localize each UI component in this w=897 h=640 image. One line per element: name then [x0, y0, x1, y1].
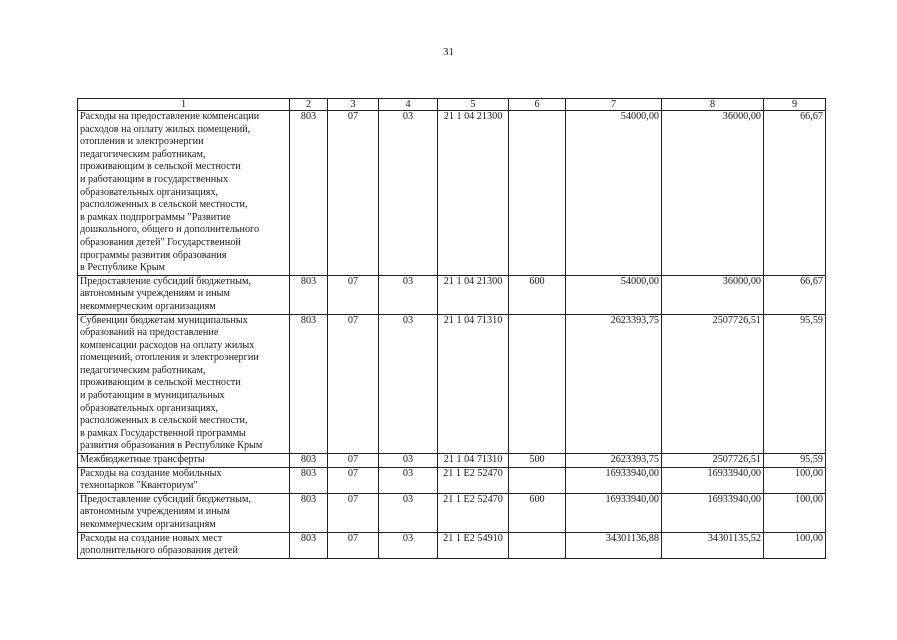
- table-row: [78, 111, 826, 276]
- row-name-line: Субвенции бюджетам муниципальных: [80, 314, 248, 326]
- execution-percent: 100,00: [764, 493, 826, 532]
- row-name-cell: [78, 493, 290, 532]
- col-header-3: 3: [328, 99, 379, 111]
- plan-amount: 2623393,75: [566, 314, 662, 454]
- row-name-line: образований на предоставление: [80, 327, 219, 339]
- row-name-line: дополнительного образования детей: [80, 545, 238, 557]
- section-code: 07: [328, 532, 379, 558]
- row-name-line: дошкольного, общего и дополнительного: [80, 224, 260, 236]
- ministry-code: 803: [290, 493, 328, 532]
- row-name-line: отопления и электроэнергии: [80, 136, 204, 148]
- row-name-line: помещений, отопления и электроэнергии: [80, 352, 259, 364]
- row-name-line: Предоставление субсидий бюджетным,: [80, 275, 252, 287]
- row-name-line: и работающим в государственных: [80, 173, 229, 185]
- subsection-code: 03: [379, 493, 438, 532]
- ministry-code: 803: [290, 275, 328, 314]
- row-name-line: расположенных в сельской местности,: [80, 199, 248, 211]
- page-number: 31: [443, 46, 454, 58]
- header-row: [78, 99, 826, 111]
- row-name-line: педагогическим работникам,: [80, 148, 206, 160]
- row-name-line: Предоставление субсидий бюджетным,: [80, 493, 252, 505]
- row-name-line: проживающим в сельской местности: [80, 377, 241, 389]
- row-name-line: Межбюджетные трансферты: [80, 454, 205, 466]
- expense-type-code: 500: [509, 454, 566, 468]
- subsection-code: 03: [379, 111, 438, 276]
- target-article-code: 21 1 04 21300: [438, 275, 509, 314]
- row-name-line: образовательных организациях,: [80, 402, 219, 414]
- execution-percent: 66,67: [764, 275, 826, 314]
- row-name-line: автономным учреждениям и иным: [80, 506, 230, 518]
- actual-amount: 36000,00: [662, 275, 764, 314]
- col-header-9: 9: [764, 99, 826, 111]
- execution-percent: 95,59: [764, 454, 826, 468]
- expense-type-code: 600: [509, 493, 566, 532]
- row-name-line: программы развития образования: [80, 249, 227, 261]
- row-name-line: образования детей" Государственной: [80, 236, 241, 248]
- ministry-code: 803: [290, 467, 328, 493]
- target-article-code: 21 1 E2 52470: [438, 493, 509, 532]
- row-name-line: расходов на оплату жилых помещений,: [80, 123, 251, 135]
- col-header-4: 4: [379, 99, 438, 111]
- expense-type-code: 600: [509, 275, 566, 314]
- actual-amount: 34301135,52: [662, 532, 764, 558]
- execution-percent: 95,59: [764, 314, 826, 454]
- actual-amount: 2507726,51: [662, 314, 764, 454]
- table-row: [78, 454, 826, 468]
- execution-percent: 100,00: [764, 532, 826, 558]
- row-name-line: в рамках подпрограммы "Развитие: [80, 211, 231, 223]
- ministry-code: 803: [290, 111, 328, 276]
- execution-percent: 100,00: [764, 467, 826, 493]
- ministry-code: 803: [290, 314, 328, 454]
- plan-amount: 2623393,75: [566, 454, 662, 468]
- table-row: [78, 275, 826, 314]
- subsection-code: 03: [379, 275, 438, 314]
- plan-amount: 34301136,88: [566, 532, 662, 558]
- row-name-line: технопарков "Кванториум": [80, 480, 198, 492]
- col-header-1: 1: [78, 99, 290, 111]
- row-name-line: проживающим в сельской местности: [80, 161, 241, 173]
- budget-table: [77, 98, 826, 559]
- section-code: 07: [328, 454, 379, 468]
- ministry-code: 803: [290, 454, 328, 468]
- table-body: [78, 111, 826, 559]
- section-code: 07: [328, 275, 379, 314]
- section-code: 07: [328, 111, 379, 276]
- row-name-cell: [78, 467, 290, 493]
- expense-type-code: [509, 467, 566, 493]
- row-name-cell: [78, 532, 290, 558]
- row-name-line: Расходы на создание мобильных: [80, 467, 222, 479]
- row-name-line: развития образования в Республике Крым: [80, 440, 263, 452]
- expense-type-code: [509, 532, 566, 558]
- row-name-line: некоммерческим организациям: [80, 300, 216, 312]
- actual-amount: 2507726,51: [662, 454, 764, 468]
- table-row: [78, 532, 826, 558]
- subsection-code: 03: [379, 454, 438, 468]
- section-code: 07: [328, 467, 379, 493]
- target-article-code: 21 1 04 71310: [438, 314, 509, 454]
- plan-amount: 16933940,00: [566, 467, 662, 493]
- row-name-line: в Республике Крым: [80, 262, 166, 274]
- row-name-cell: [78, 275, 290, 314]
- actual-amount: 16933940,00: [662, 467, 764, 493]
- col-header-2: 2: [290, 99, 328, 111]
- row-name-cell: [78, 314, 290, 454]
- row-name-line: некоммерческим организациям: [80, 519, 216, 530]
- actual-amount: 36000,00: [662, 111, 764, 276]
- row-name-line: в рамках Государственной программы: [80, 427, 246, 439]
- row-name-line: образовательных организациях,: [80, 186, 219, 198]
- plan-amount: 16933940,00: [566, 493, 662, 532]
- row-name-cell: [78, 454, 290, 468]
- col-header-6: 6: [509, 99, 566, 111]
- target-article-code: 21 1 04 21300: [438, 111, 509, 276]
- col-header-8: 8: [662, 99, 764, 111]
- subsection-code: 03: [379, 532, 438, 558]
- table-row: [78, 467, 826, 493]
- table-row: [78, 314, 826, 454]
- row-name-line: расположенных в сельской местности,: [80, 415, 248, 427]
- row-name-line: педагогическим работникам,: [80, 364, 206, 376]
- expense-type-code: [509, 314, 566, 454]
- row-name-cell: [78, 111, 290, 276]
- ministry-code: 803: [290, 532, 328, 558]
- table-row: [78, 493, 826, 532]
- subsection-code: 03: [379, 467, 438, 493]
- row-name-line: компенсации расходов на оплату жилых: [80, 339, 255, 351]
- subsection-code: 03: [379, 314, 438, 454]
- plan-amount: 54000,00: [566, 275, 662, 314]
- target-article-code: 21 1 E2 52470: [438, 467, 509, 493]
- target-article-code: 21 1 E2 54910: [438, 532, 509, 558]
- target-article-code: 21 1 04 71310: [438, 454, 509, 468]
- col-header-7: 7: [566, 99, 662, 111]
- row-name-line: Расходы на предоставление компенсации: [80, 111, 260, 122]
- section-code: 07: [328, 314, 379, 454]
- plan-amount: 54000,00: [566, 111, 662, 276]
- row-name-line: автономным учреждениям и иным: [80, 288, 230, 300]
- col-header-5: 5: [438, 99, 509, 111]
- execution-percent: 66,67: [764, 111, 826, 276]
- row-name-line: Расходы на создание новых мест: [80, 532, 223, 544]
- section-code: 07: [328, 493, 379, 532]
- actual-amount: 16933940,00: [662, 493, 764, 532]
- row-name-line: и работающим в муниципальных: [80, 390, 225, 402]
- expense-type-code: [509, 111, 566, 276]
